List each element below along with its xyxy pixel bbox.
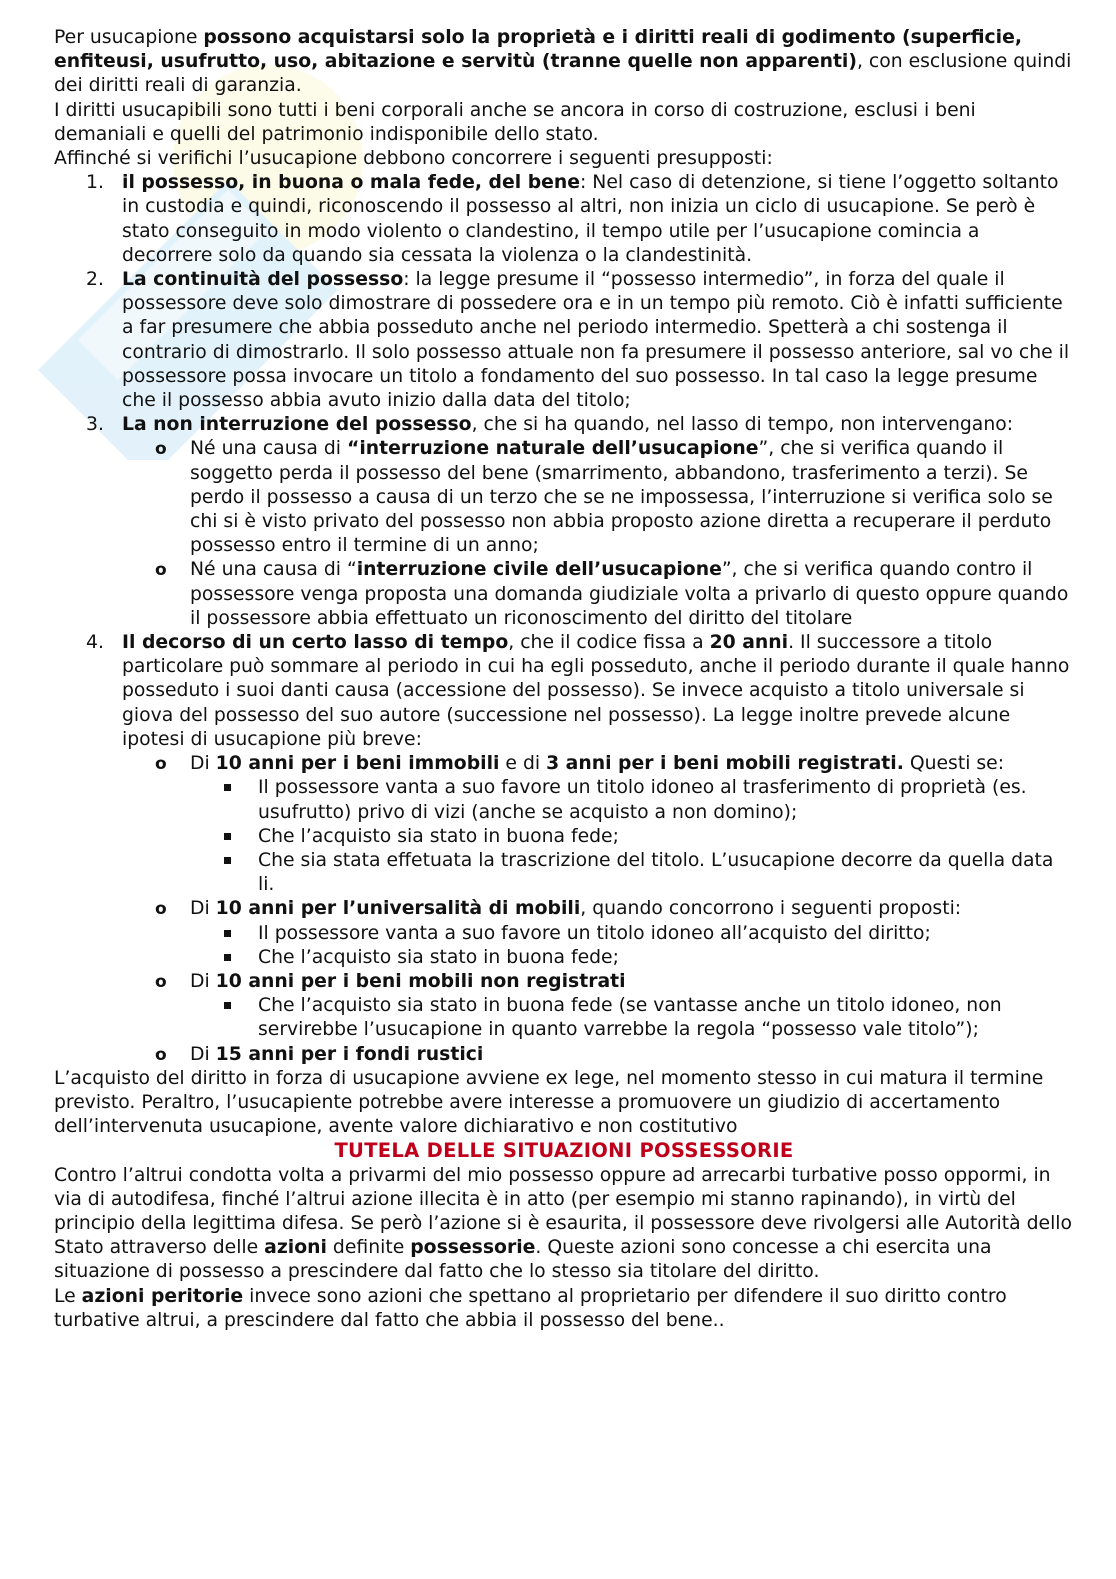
usucapione-breve-sublist xyxy=(122,752,1074,1067)
list-number: 4. xyxy=(86,632,104,654)
document-body xyxy=(54,26,1074,1333)
list-number: 2. xyxy=(86,269,104,291)
paragraph-tutela: Contro l’altrui condotta volta a privarmi del mio possesso oppure ad arrecarbi turbative posso oppormi, in via di autodifesa, finché l’altrui azione illecita è in atto (per esempio mi stanno rapinando), in virtù del principio della legittima difesa. Se però l’azione si è esaurita, il possessore deve rivolgersi alle Autorità dello Stato attraverso delle azioni definite possessorie. Queste azioni sono concesse a chi esercita una situazione di possesso a prescindere dal fatto che lo stesso sia titolare del diritto. xyxy=(54,1164,1073,1283)
o-bullet-icon: o xyxy=(155,899,167,920)
bullet-item: Che l’acquisto sia stato in buona fede; xyxy=(190,825,1074,849)
bullet-item: Che sia stata effetuata la trascrizione del titolo. L’usucapione decorre da quella data li. xyxy=(190,849,1074,897)
paragraph-intro: Per usucapione possono acquistarsi solo la proprietà e i diritti reali di godimento (superficie, enfiteusi, usufrutto, uso, abitazione e servitù (tranne quelle non apparenti), con esclusione quindi dei diritti reali di garanzia. xyxy=(54,27,1072,97)
o-bullet-icon: o xyxy=(155,971,167,992)
sublist-item: o Né una causa di “interruzione naturale dell’usucapione”, che si verifica quando il soggetto perda il possesso del bene (smarrimento, abbandono, trasferimento a terzi). Se perdo il possesso a causa di un terzo che se ne impossessa, l’interruzione si verifica solo se chi si è visto privato del possesso non abbia proposto azione diretta a recuperare il perduto possesso entro il termine di un anno; xyxy=(155,438,1053,557)
list-item: 3. La non interruzione del possesso, che si ha quando, nel lasso di tempo, non intervengano: o Né una causa di “interruzione naturale dell’usucapione”, che si verifica quando il soggetto perda il possesso del bene (smarrimento, abbandono, trasferimento a terzi). Se perdo il possesso a causa di un terzo che se ne impossessa, l’interruzione si verifica solo se chi si è visto privato del possesso non abbia proposto azione diretta a recuperare il perduto possesso entro il termine di un anno; o Né una causa di “interruzione civile dell’usucapione”, che si verifica quando contro il possessore venga proposta una domanda giudiziale volta a privarlo di questo oppure quando il possessore abbia effettuato un riconoscimento del diritto del titolare xyxy=(54,413,1074,631)
sublist-item: o Di 15 anni per i fondi rustici xyxy=(122,1043,1074,1067)
bullet-item: Il possessore vanta a suo favore un titolo idoneo al trasferimento di proprietà (es. usufrutto) privo di vizi (anche se acquisto a non domino); xyxy=(190,776,1074,824)
list-number: 3. xyxy=(86,414,104,436)
o-bullet-icon: o xyxy=(155,1044,167,1065)
paragraph-acquisto-ex-lege: L’acquisto del diritto in forza di usucapione avviene ex lege, nel momento stesso in cui matura il termine previsto. Peraltro, l’usucapiente potrebbe avere interesse a promuovere un giudizio di accertamento dell’intervenuta usucapione, avente valore dichiarativo e non costitutivo xyxy=(54,1067,1044,1138)
list-item: 4. Il decorso di un certo lasso di tempo, che il codice fissa a 20 anni. Il successore a titolo particolare può sommare al periodo in cui ha egli posseduto, anche il periodo durante il quale hanno posseduto i suoi danti causa (accessione del possesso). Se invece acquisto a titolo universale si giova del possesso del suo autore (successione nel possesso). La legge inoltre prevede alcune ipotesi di usucapione più breve: o Di 10 anni per i beni immobili e di 3 anni per i beni mobili registrati. Questi se: Il possessore vanta a suo favore un titolo idoneo al trasferimento di proprietà (es. usufrutto) privo di vizi (anche se acquisto a non domino); Che l’acquisto sia stato in buona fede; Che sia stata effetuata la trascrizione del titolo. L’usucapione decorre da quella data li. o Di 10 anni per l’universalità di mobili, quando concorrono i seguenti proposti: Il possessore vanta a suo favore un titolo idoneo all’acquisto del diritto; Che l’acquisto sia stato in buona fede; o Di 10 anni per i beni mobili non registrati Che l’acquisto sia stato in buona fede (se vantasse anche un titolo idoneo, non servirebbe l’usucapione in quanto varrebbe la regola “possesso vale titolo”); o Di 15 anni per i fondi rustici xyxy=(54,631,1074,1067)
sublist-item: o Di 10 anni per i beni mobili non registrati Che l’acquisto sia stato in buona fede (se vantasse anche un titolo idoneo, non servirebbe l’usucapione in quanto varrebbe la regola “possesso vale titolo”); xyxy=(122,970,1074,1043)
section-heading: TUTELA DELLE SITUAZIONI POSSESSORIE xyxy=(334,1139,794,1163)
square-bullet-icon xyxy=(224,857,231,864)
square-bullet-list xyxy=(190,994,1074,1042)
square-bullet-icon xyxy=(224,784,231,791)
paragraph-azioni-peritorie: Le azioni peritorie invece sono azioni che spettano al proprietario per difendere il suo diritto contro turbative altrui, a prescindere dal fatto che abbia il possesso del bene.. xyxy=(54,1285,1007,1331)
bullet-item: Il possessore vanta a suo favore un titolo idoneo all’acquisto del diritto; xyxy=(190,922,1074,946)
list-number: 1. xyxy=(86,172,104,194)
paragraph-diritti-usucapibili: I diritti usucapibili sono tutti i beni corporali anche se ancora in corso di costruzione, esclusi i beni demaniali e quelli del patrimonio indisponibile dello stato. xyxy=(54,99,976,145)
o-bullet-icon: o xyxy=(155,560,167,581)
bullet-item: Che l’acquisto sia stato in buona fede; xyxy=(190,946,1074,970)
square-bullet-icon xyxy=(224,1002,231,1009)
paragraph-presupposti: Affinché si verifichi l’usucapione debbono concorrere i seguenti presupposti: xyxy=(54,148,773,170)
square-bullet-icon xyxy=(224,954,231,961)
o-bullet-icon: o xyxy=(155,439,167,460)
list-item: 1. il possesso, in buona o mala fede, del bene: Nel caso di detenzione, si tiene l’oggetto soltanto in custodia e quindi, riconoscendo il possesso al altri, non inizia un ciclo di usucapione. Se però è stato conseguito in modo violento o clandestino, il tempo utile per l’usucapione comincia a decorrere solo da quando sia cessata la violenza o la clandestinità. xyxy=(86,172,1059,266)
presupposti-list xyxy=(54,171,1074,1067)
list-item: 2. La continuità del possesso: la legge presume il “possesso intermedio”, in forza del quale il possessore deve solo dimostrare di possedere ora e in un tempo più remoto. Ciò è infatti sufficiente a far presumere che abbia posseduto anche nel periodo intermedio. Spetterà a chi sostenga il contrario di dimostrarlo. Il solo possesso attuale non fa presumere il possesso anteriore, sal vo che il possessore possa invocare un titolo a fondamento del suo possesso. In tal caso la legge presume che il possesso abbia avuto inizio dalla data del titolo; xyxy=(86,269,1070,412)
square-bullet-list xyxy=(190,922,1074,970)
bullet-item: Che l’acquisto sia stato in buona fede (se vantasse anche un titolo idoneo, non servirebbe l’usucapione in quanto varrebbe la regola “possesso vale titolo”); xyxy=(190,994,1074,1042)
square-bullet-list xyxy=(190,776,1074,897)
square-bullet-icon xyxy=(224,833,231,840)
interruzione-sublist xyxy=(122,437,1074,631)
square-bullet-icon xyxy=(224,930,231,937)
sublist-item: o Di 10 anni per i beni immobili e di 3 anni per i beni mobili registrati. Questi se: Il possessore vanta a suo favore un titolo idoneo al trasferimento di proprietà (es. usufrutto) privo di vizi (anche se acquisto a non domino); Che l’acquisto sia stato in buona fede; Che sia stata effetuata la trascrizione del titolo. L’usucapione decorre da quella data li. xyxy=(122,752,1074,897)
o-bullet-icon: o xyxy=(155,754,167,775)
sublist-item: o Né una causa di “interruzione civile dell’usucapione”, che si verifica quando contro il possessore venga proposta una domanda giudiziale volta a privarlo di questo oppure quando il possessore abbia effettuato un riconoscimento del diritto del titolare xyxy=(155,559,1069,629)
sublist-item: o Di 10 anni per l’universalità di mobili, quando concorrono i seguenti proposti: Il possessore vanta a suo favore un titolo idoneo all’acquisto del diritto; Che l’acquisto sia stato in buona fede; xyxy=(122,897,1074,970)
